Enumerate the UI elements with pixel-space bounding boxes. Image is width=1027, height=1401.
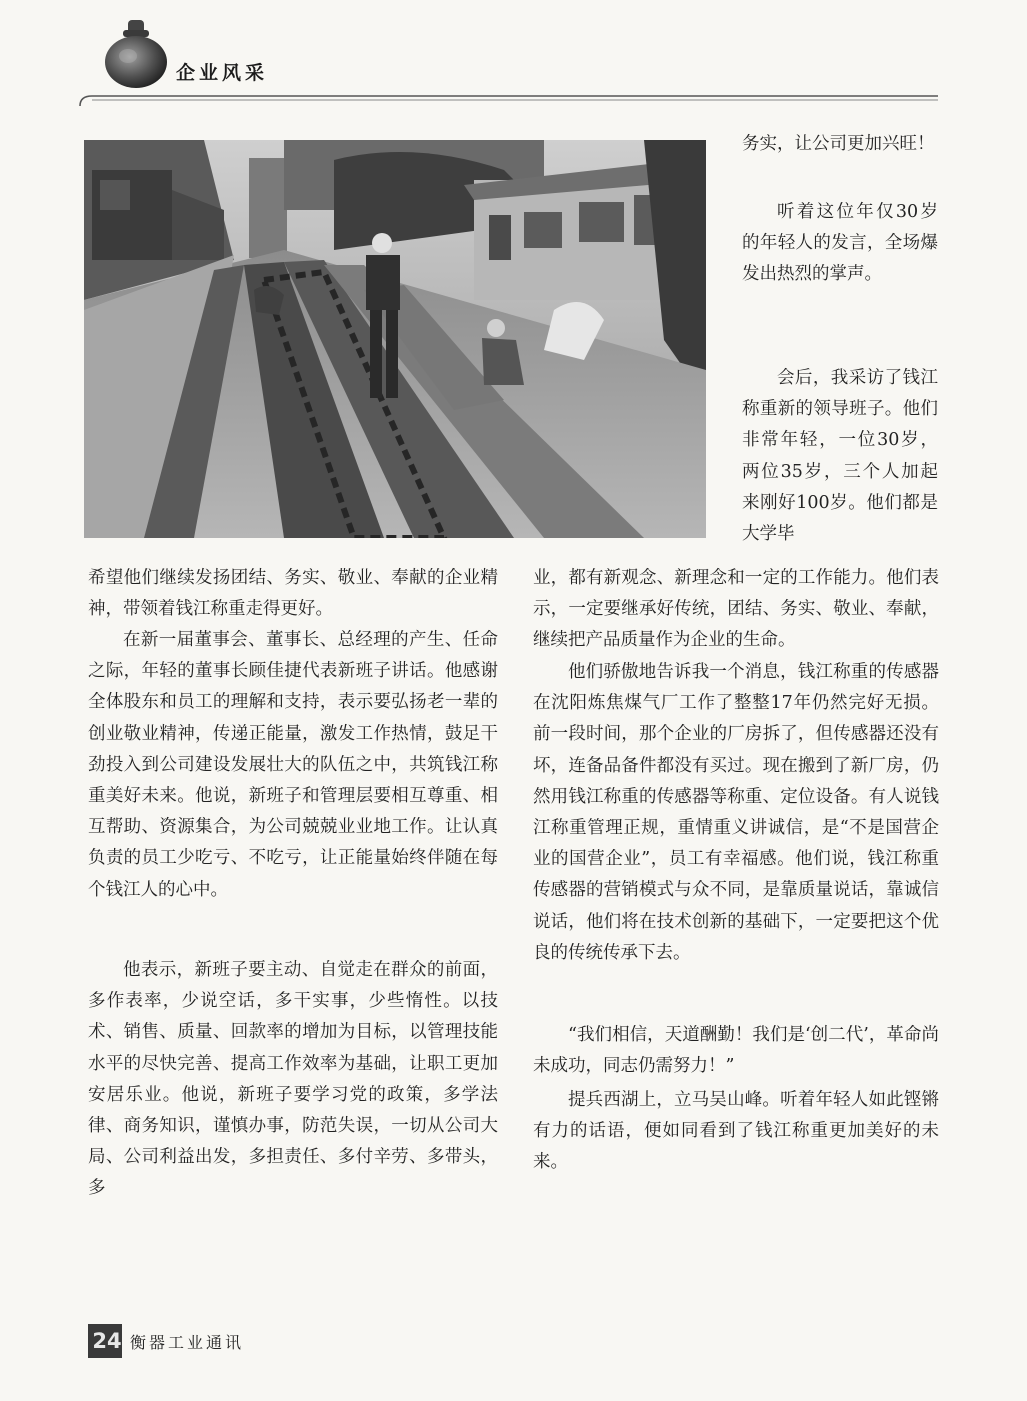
right-col-paragraph-5: “我们相信，天道酬勤！我们是‘创二代’，革命尚未成功，同志仍需努力！”: [533, 1025, 939, 1077]
right-col-paragraph-3-top: 会后，我采访了钱江称重新的领导班子。他们非常年轻，一位30岁，两位35岁，三个人加起来刚好100岁。他们都是大学毕: [742, 368, 938, 545]
left-col-paragraph-1: 希望他们继续发扬团结、务实、敬业、奉献的企业精神，带领着钱江称重走得更好。: [88, 568, 498, 620]
right-col-paragraph-1: 务实，让公司更加兴旺！: [742, 134, 935, 154]
right-col-paragraph-4: 他们骄傲地告诉我一个消息，钱江称重的传感器在沈阳炼焦煤气厂工作了整整17年仍然完好无损。前一段时间，那个企业的厂房拆了，但传感器还没有坏，连备品备件都没有买过。现在搬到了新厂房，仍然用钱江称重的传感器等称重、定位设备。有人说钱江称重管理正规，重情重义讲诚信，是“不是国营企业的国营企业”，员工有幸福感。他们说，钱江称重传感器的营销模式与众不同，是靠质量说话，靠诚信说话，他们将在技术创新的基础下，一定要把这个优良的传统传承下去。: [533, 662, 939, 963]
publication-name: 衡器工业通讯: [130, 1333, 245, 1352]
railway-scale-construction-photo: [84, 140, 706, 538]
left-col-paragraph-3: 他表示，新班子要主动、自觉走在群众的前面，多作表率，少说空话，多干实事，少些惰性。以技术、销售、质量、回款率的增加为目标，以管理技能水平的尽快完善、提高工作效率为基础，让职工更加安居乐业。他说，新班子要学习党的政策，多学法律、商务知识，谨慎办事，防范失误，一切从公司大局、公司利益出发，多担责任、多付辛劳、多带头，多: [88, 960, 498, 1199]
weight-logo-icon: [100, 16, 172, 90]
section-title: 企业风采: [176, 62, 269, 84]
right-col-paragraph-3-continued: 业，都有新观念、新理念和一定的工作能力。他们表示，一定要继承好传统，团结、务实、敬业、奉献，继续把产品质量作为企业的生命。: [533, 568, 939, 651]
right-col-paragraph-2: 听着这位年仅30岁的年轻人的发言，全场爆发出热烈的掌声。: [742, 202, 938, 285]
header-rule: [78, 84, 940, 108]
page-number: 24: [92, 1329, 122, 1353]
left-col-paragraph-2: 在新一届董事会、董事长、总经理的产生、任命之际，年轻的董事长顾佳捷代表新班子讲话。他感谢全体股东和员工的理解和支持，表示要弘扬老一辈的创业敬业精神，传递正能量，激发工作热情，鼓足干劲投入到公司建设发展壮大的队伍之中，共筑钱江称重美好未来。他说，新班子和管理层要相互尊重、相互帮助、资源集合，为公司兢兢业业地工作。让认真负责的员工少吃亏、不吃亏，让正能量始终伴随在每个钱江人的心中。: [88, 630, 498, 900]
right-col-paragraph-6: 提兵西湖上，立马吴山峰。听着年轻人如此铿锵有力的话语，便如同看到了钱江称重更加美好的未来。: [533, 1090, 939, 1173]
